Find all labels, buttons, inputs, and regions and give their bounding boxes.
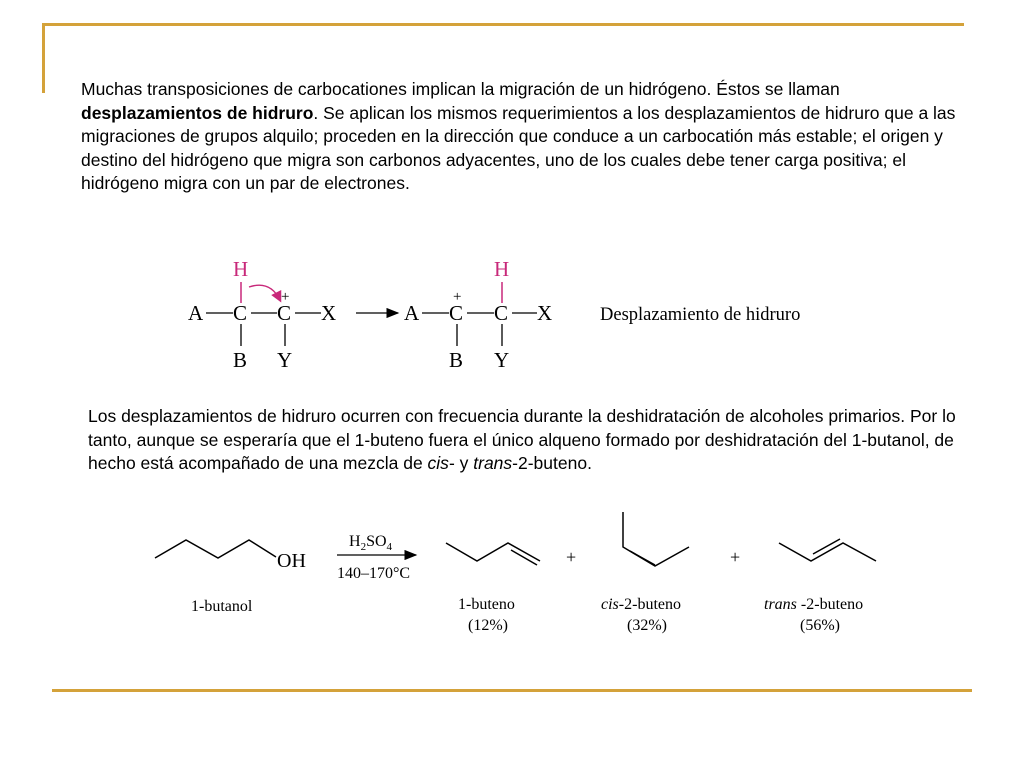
right-plus-charge: +: [453, 289, 462, 305]
dehydration-text-3: -2-buteno.: [512, 453, 592, 473]
left-b-group: B: [233, 348, 248, 372]
intro-text-1: Muchas transposiciones de carbocationes implican la migración de un hidrógeno. Éstos se llaman: [81, 79, 840, 99]
left-carbon-2: C: [277, 301, 292, 325]
reagent-formula: $H_2SO_4$: [349, 533, 393, 553]
intro-text-2: . Se aplican los mismos requerimientos a los desplazamientos de hidruro que a las migraciones de grupos alquilo; proceden en la dirección que conduce a un carbocatión más estable; el origen y destino del hidrógeno que migra son carbonos adyacentes, uno de los cuales debe tener carga positiva; el hidrógeno migra con un par de electrones.: [81, 102, 956, 193]
right-carbon-2: C: [494, 301, 509, 325]
cis-butene-skeleton: [623, 512, 689, 566]
butanol-label: 1-butanol: [191, 598, 253, 615]
butanol-skeleton: [155, 540, 276, 558]
right-x-group: X: [537, 301, 553, 325]
product-3-yield: (56%): [800, 617, 840, 634]
left-hydrogen: H: [233, 257, 249, 281]
dehydration-text-1: Los desplazamientos de hidruro ocurren con frecuencia durante la deshidratación de alcoholes primarios. Por lo tanto, aunque se esperaría que el 1-buteno fuera el único alqueno formado por deshidratación del 1-butanol, de hecho está acompañado de una mezcla de: [88, 406, 956, 473]
left-a-group: A: [188, 301, 204, 325]
plus-sign-2: +: [730, 547, 741, 567]
hydroxyl-group: OH: [277, 550, 306, 572]
cis-term: cis: [427, 453, 449, 473]
right-a-group: A: [404, 301, 420, 325]
product-1-yield: (12%): [468, 617, 508, 634]
product-2-name: cis-2-buteno: [601, 596, 681, 613]
product-2-yield: (32%): [627, 617, 667, 634]
dehydration-text-2: - y: [448, 453, 474, 473]
reaction-conditions: 140–170°C: [337, 565, 411, 582]
right-y-group: Y: [494, 348, 510, 372]
product-1-name: 1-buteno: [458, 596, 515, 613]
left-plus-charge: +: [281, 289, 290, 305]
product-3-name: trans -2-buteno: [764, 596, 864, 613]
left-y-group: Y: [277, 348, 293, 372]
right-carbon-1: C: [449, 301, 464, 325]
right-b-group: B: [449, 348, 464, 372]
diagram-caption: Desplazamiento de hidruro: [600, 305, 801, 325]
intro-bold-term: desplazamientos de hidruro: [81, 102, 314, 123]
trans-term: trans: [473, 453, 513, 473]
left-carbon-1: C: [233, 301, 248, 325]
plus-sign-1: +: [566, 547, 577, 567]
right-hydrogen: H: [494, 257, 510, 281]
left-x-group: X: [321, 301, 337, 325]
